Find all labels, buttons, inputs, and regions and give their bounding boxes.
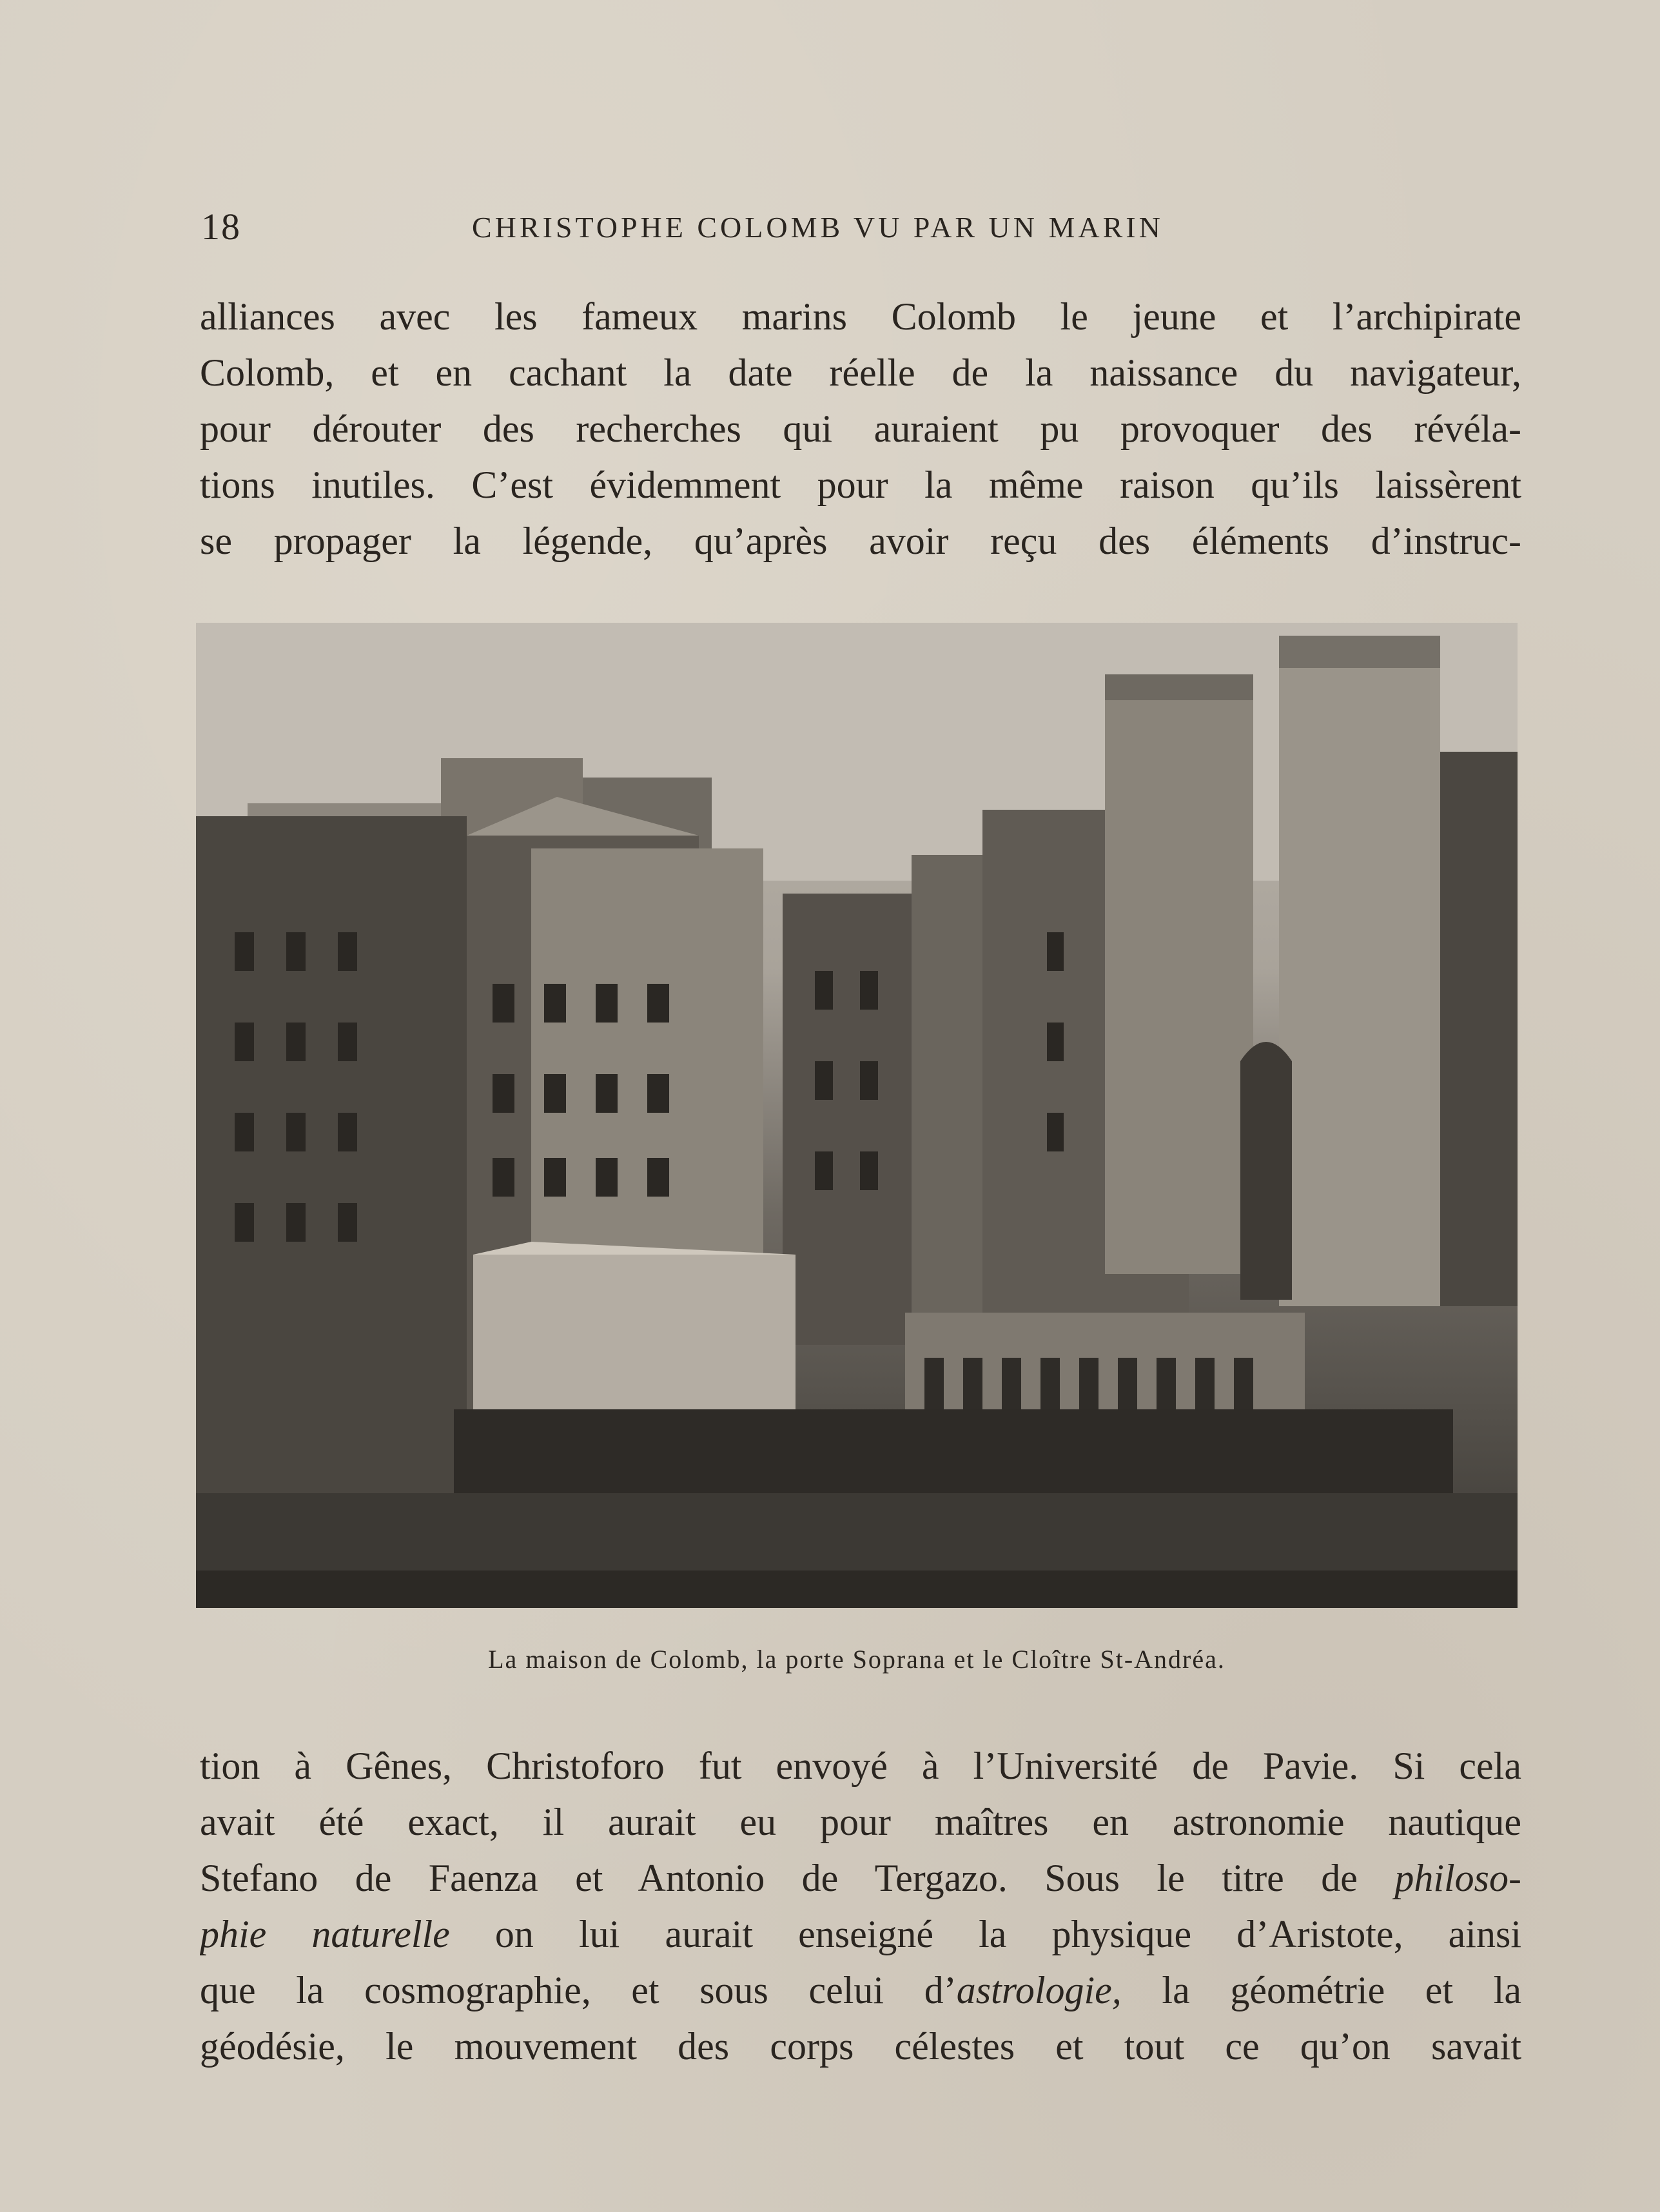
text-line: [200, 1850, 1521, 1906]
paragraph-top: [200, 289, 1521, 569]
text-line: avait été exact, il aurait eu pour maîtres en astronomie nautique: [200, 1801, 1521, 1843]
text-line: pour dérouter des recherches qui auraient pu provoquer des révéla-: [200, 407, 1521, 450]
text-run: on lui aurait enseigné la physique d’Aristote, ainsi: [449, 1913, 1521, 1955]
italic-term: astrologie,: [956, 1969, 1122, 2011]
text-line: [200, 1906, 1521, 1962]
photograph-illustration: [196, 623, 1518, 1608]
paragraph-bottom: [200, 1738, 1521, 2075]
text-line: tions inutiles. C’est évidemment pour la même raison qu’ils laissèrent: [200, 464, 1521, 506]
running-title: CHRISTOPHE COLOMB VU PAR UN MARIN: [472, 211, 1164, 244]
page-number: 18: [201, 206, 241, 248]
text-run: Stefano de Faenza et Antonio de Tergazo. Sous le titre de: [200, 1857, 1395, 1899]
text-line: alliances avec les fameux marins Colomb le jeune et l’archipirate: [200, 295, 1521, 338]
text-run: la géométrie et la: [1121, 1969, 1521, 2011]
text-run: que la cosmographie, et sous celui d’: [200, 1969, 957, 2011]
text-line: géodésie, le mouvement des corps célestes et tout ce qu’on savait: [200, 2025, 1521, 2068]
text-line: [200, 1962, 1521, 2019]
figure-photograph: [196, 623, 1518, 1608]
figure-caption: La maison de Colomb, la porte Soprana et le Cloître St-Andréa.: [488, 1645, 1225, 1674]
text-line: Colomb, et en cachant la date réelle de la naissance du navigateur,: [200, 351, 1521, 394]
page-header: [201, 205, 1478, 257]
italic-term: phie naturelle: [200, 1913, 450, 1955]
text-line: tion à Gênes, Christoforo fut envoyé à l’Université de Pavie. Si cela: [200, 1745, 1521, 1787]
text-line: se propager la légende, qu’après avoir reçu des éléments d’instruc-: [200, 520, 1521, 562]
italic-term: philoso-: [1394, 1857, 1521, 1899]
